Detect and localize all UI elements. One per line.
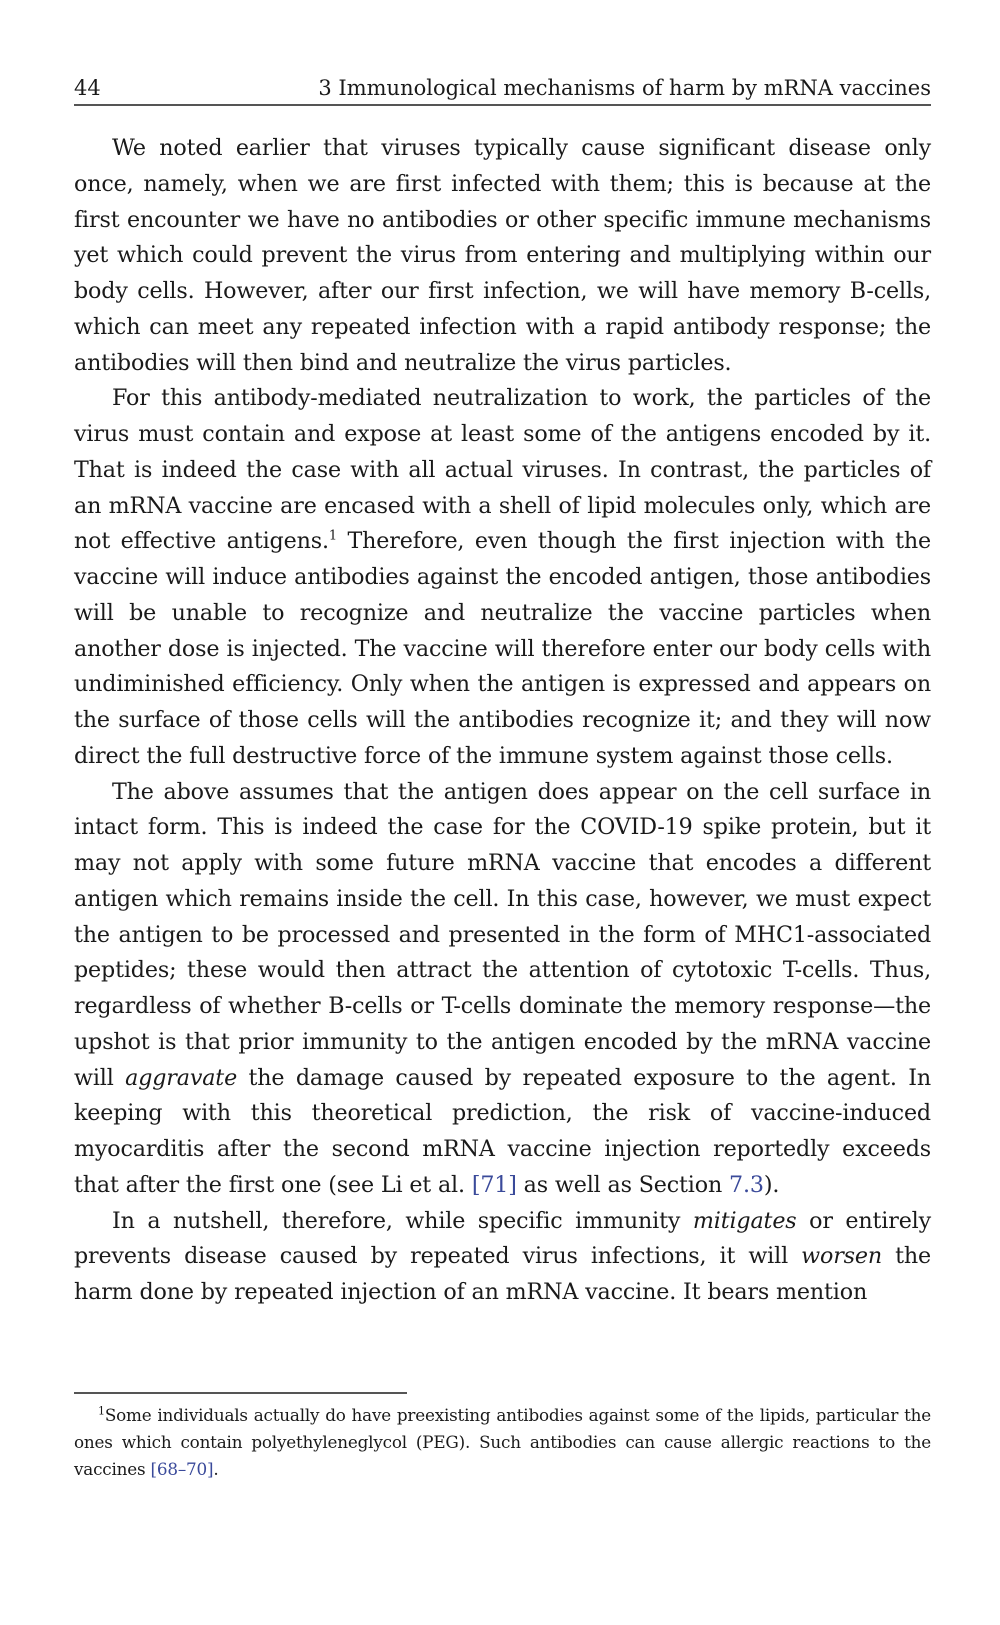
footnote-1 xyxy=(74,1402,931,1483)
footnote-marker[interactable]: 1 xyxy=(328,528,337,544)
paragraph-3-text-b: the damage caused by repeated exposure to the agent. In keeping with this theoretical prediction, the risk of vaccine-induced myocarditis after the second mRNA vaccine injection reportedly exceeds that after the first one (see Li et al. xyxy=(74,1064,931,1198)
body-text xyxy=(74,131,931,1311)
paragraph-3-text-c: as well as Section xyxy=(516,1171,729,1198)
footnote-text-a: Some individuals actually do have preexisting antibodies against some of the lipids, particular the ones which contain polyethyleneglycol (PEG). Such antibodies can cause allergic reactions to the vaccines xyxy=(74,1405,931,1479)
running-head xyxy=(74,74,931,102)
chapter-title: 3 Immunological mechanisms of harm by mRNA vaccines xyxy=(318,76,931,100)
emphasis-aggravate: aggravate xyxy=(125,1064,238,1091)
page-number: 44 xyxy=(74,76,101,100)
emphasis-mitigates: mitigates xyxy=(692,1207,797,1234)
footnote-text-b: . xyxy=(213,1459,219,1479)
paragraph-4 xyxy=(74,1204,931,1311)
paragraph-3-text-a: The above assumes that the antigen does appear on the cell surface in intact form. This is indeed the case for the COVID-19 spike protein, but it may not apply with some future mRNA vaccine that encodes a different antigen which remains inside the cell. In this case, however, we must expect the antigen to be processed and presented in the form of MHC1-associated peptides; these would then attract the attention of cytotoxic T-cells. Thus, regardless of whether B-cells or T-cells dominate the memory response—the upshot is that prior immunity to the antigen encoded by the mRNA vaccine will xyxy=(74,778,931,1091)
paragraph-2 xyxy=(74,381,931,774)
citation-link-71[interactable]: [71] xyxy=(471,1171,517,1198)
paragraph-4-text-b: or entirely prevents disease caused by repeated virus infections, it will xyxy=(74,1207,932,1270)
section-link-7-3[interactable]: 7.3 xyxy=(729,1171,764,1198)
paragraph-1-text: We noted earlier that viruses typically cause significant disease only once, namely, when we are first infected with them; this is because at the first encounter we have no antibodies or other specific immune mechanisms yet which could prevent the virus from entering and multiplying within our body cells. However, after our first infection, we will have memory B-cells, which can meet any repeated infection with a rapid antibody response; the antibodies will then bind and neutralize the virus particles. xyxy=(74,135,931,376)
paragraph-3-text-d: ). xyxy=(763,1171,780,1198)
paragraph-4-text-c: the harm done by repeated injection of an mRNA vaccine. It bears mention xyxy=(74,1243,932,1305)
footnote-number: 1 xyxy=(98,1404,105,1418)
header-rule xyxy=(74,104,931,106)
paragraph-1 xyxy=(74,131,931,381)
citation-link-68-70[interactable]: [68–70] xyxy=(150,1459,214,1479)
footnote-rule xyxy=(74,1392,407,1394)
paragraph-3 xyxy=(74,775,931,1204)
paragraph-4-text-a: In a nutshell, therefore, while specific immunity xyxy=(112,1207,693,1234)
paragraph-2-text-b: Therefore, even though the first injection with the vaccine will induce antibodies against the encoded antigen, those antibodies will be unable to recognize and neutralize the vaccine particles when another dose is injected. The vaccine will therefore enter our body cells with undiminished efficiency. Only when the antigen is expressed and appears on the surface of those cells will the antibodies recognize it; and they will now direct the full destructive force of the immune system against those cells. xyxy=(74,528,931,769)
emphasis-worsen: worsen xyxy=(801,1243,883,1270)
paragraph-2-text-a: For this antibody-mediated neutralization to work, the particles of the virus must contain and expose at least some of the antigens encoded by it. That is indeed the case with all actual viruses. In contrast, the particles of an mRNA vaccine are encased with a shell of lipid molecules only, which are not effective antigens. xyxy=(74,385,931,555)
